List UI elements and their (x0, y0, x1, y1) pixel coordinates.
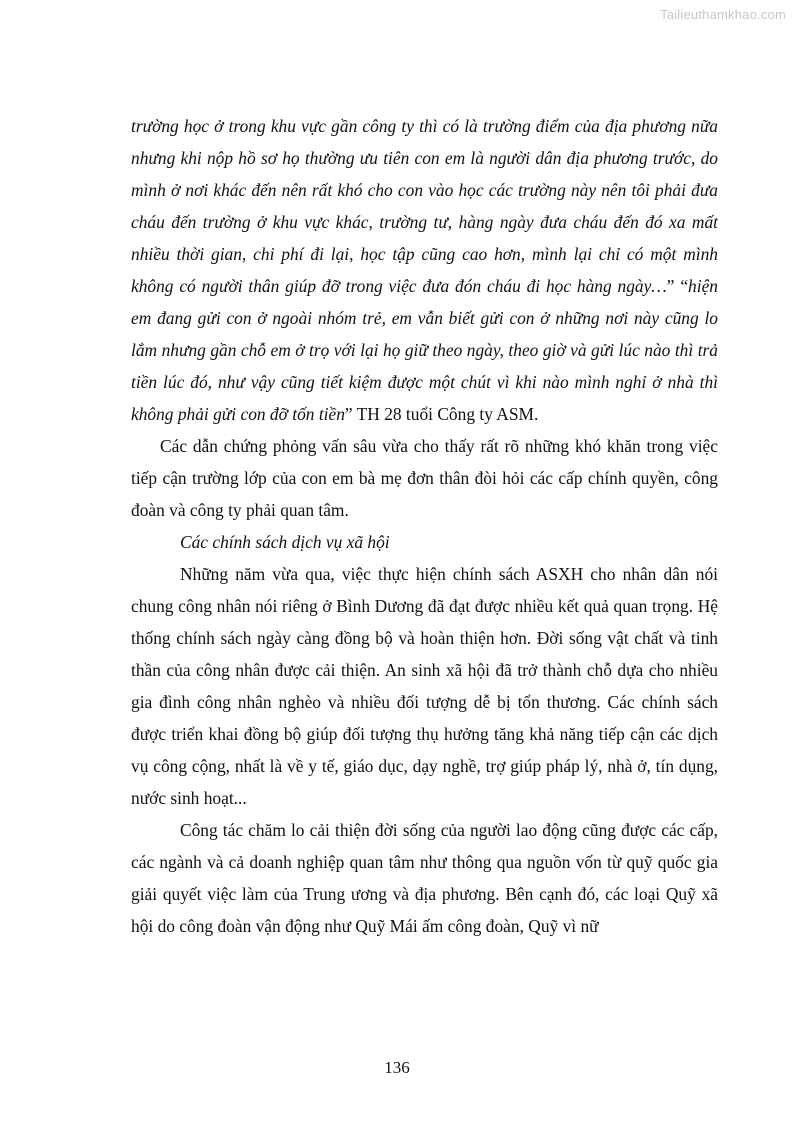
watermark-text: Tailieuthamkhao.com (660, 7, 786, 22)
interview-quote (131, 110, 718, 430)
quote-italic-part-1: trường học ở trong khu vực gần công ty thì có là trường điểm của địa phương nữa nhưng khi nộp hồ sơ họ thường ưu tiên con em là người dân địa phương trước, do mình ở nơi khác đến nên rất khó cho con vào học các trường này nên tôi phải đưa cháu đến trường ở khu vực khác, trường tư, hàng ngày đưa cháu đến đó xa mất nhiều thời gian, chi phí đi lại, học tập cũng cao hơn, mình lại chỉ có một mình không có người thân giúp đỡ trong việc đưa đón cháu đi học hàng ngày… (131, 116, 718, 296)
quote-italic-part-2: hiện em đang gửi con ở ngoài nhóm trẻ, em vẫn biết gửi con ở những nơi này cũng lo lắm nhưng gần chỗ em ở trọ với lại họ giữ theo ngày, theo giờ và gửi lúc nào thì trả tiền lúc đó, như vậy cũng tiết kiệm được một chút vì khi nào mình nghỉ ở nhà thì không phải gửi con đỡ tốn tiền (131, 276, 718, 424)
section-heading: Các chính sách dịch vụ xã hội (180, 532, 390, 552)
paragraph-living-conditions: Công tác chăm lo cải thiện đời sống của người lao động cũng được các cấp, các ngành và cả doanh nghiệp quan tâm như thông qua nguồn vốn từ quỹ quốc gia giải quyết việc làm của Trung ương và địa phương. Bên cạnh đó, các loại Quỹ xã hội do công đoàn vận động như Quỹ Mái ấm công đoàn, Quỹ vì nữ (131, 820, 718, 936)
page-number: 136 (384, 1058, 410, 1077)
paragraph-social-security: Những năm vừa qua, việc thực hiện chính sách ASXH cho nhân dân nói chung công nhân nói riêng ở Bình Dương đã đạt được nhiều kết quả quan trọng. Hệ thống chính sách ngày càng đồng bộ và hoàn thiện hơn. Đời sống vật chất và tinh thần của công nhân được cải thiện. An sinh xã hội đã trở thành chỗ dựa cho nhiều gia đình công nhân nghèo và nhiều đối tượng dễ bị tổn thương. Các chính sách được triển khai đồng bộ giúp đối tượng thụ hưởng tăng khả năng tiếp cận các dịch vụ công cộng, nhất là về y tế, giáo dục, dạy nghề, trợ giúp pháp lý, nhà ở, tín dụng, nước sinh hoạt... (131, 564, 718, 808)
quote-separator: ” “ (666, 276, 689, 296)
paragraph-evidence-summary: Các dẫn chứng phỏng vấn sâu vừa cho thấy rất rõ những khó khăn trong việc tiếp cận trường lớp của con em bà mẹ đơn thân đòi hỏi các cấp chính quyền, công đoàn và công ty phải quan tâm. (131, 436, 718, 520)
document-body (131, 110, 718, 942)
quote-attribution: ” TH 28 tuổi Công ty ASM. (344, 404, 539, 424)
